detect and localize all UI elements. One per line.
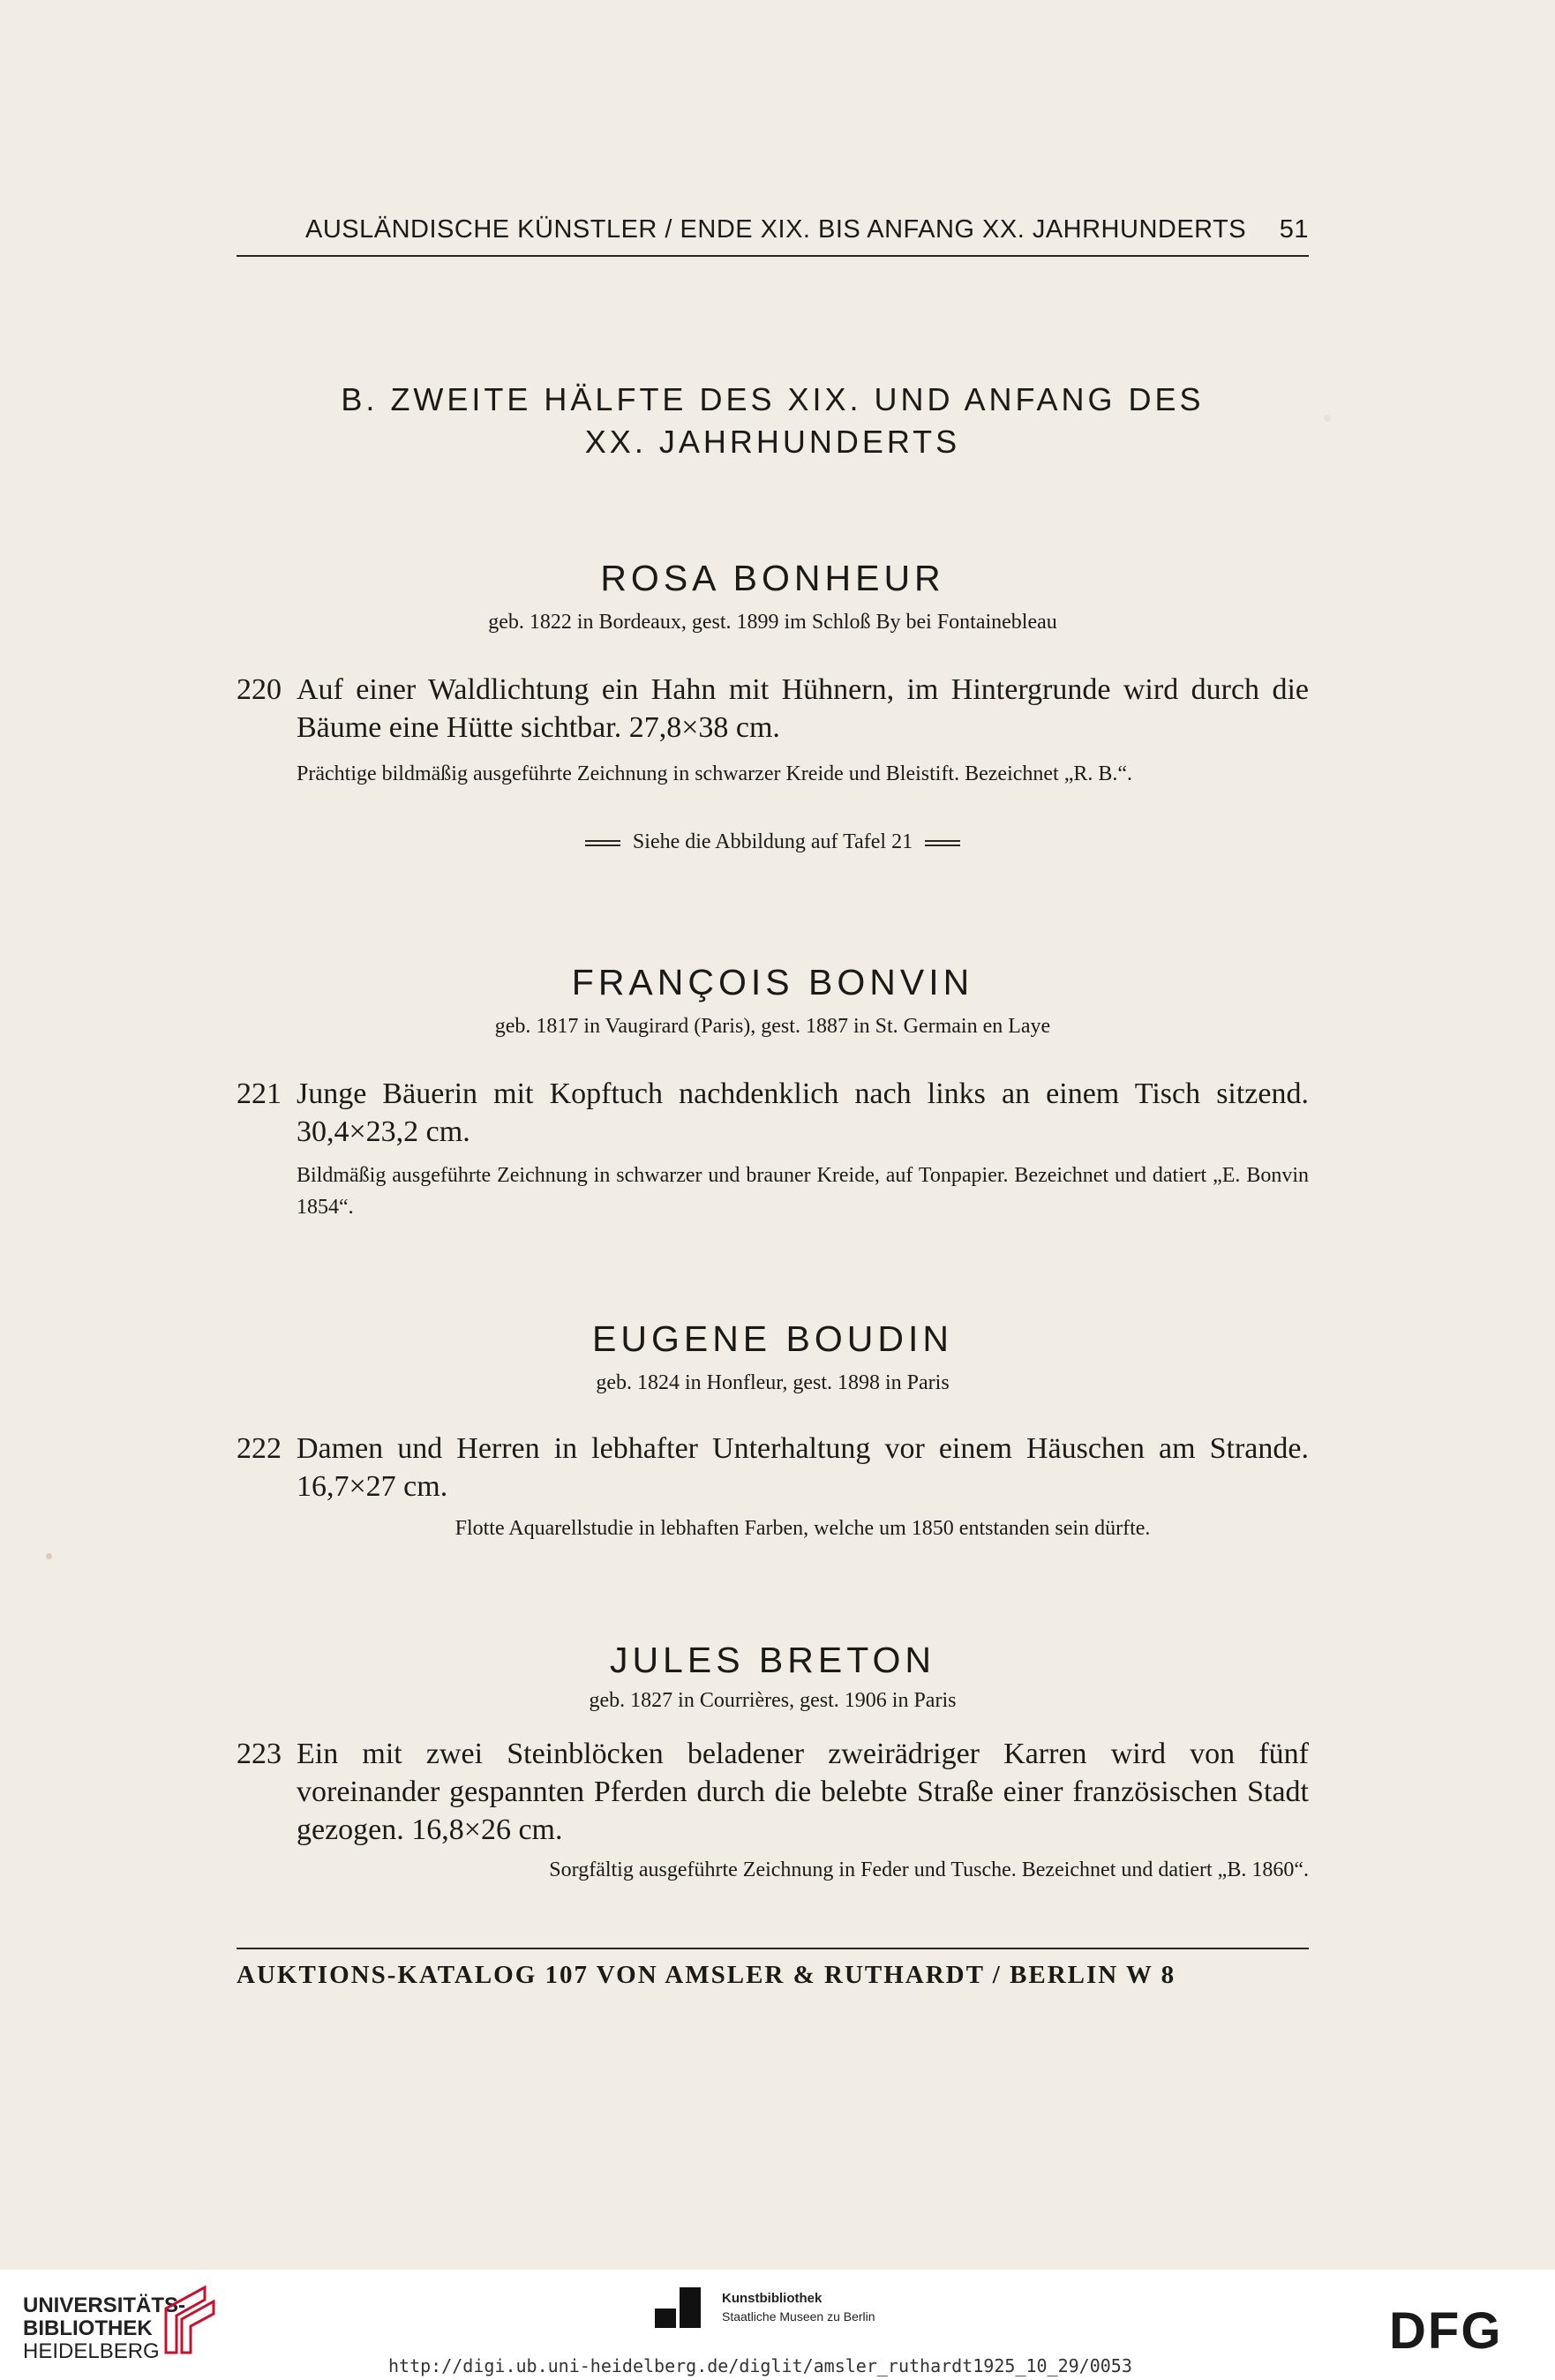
- section-heading-line1: B. ZWEITE HÄLFTE DES XIX. UND ANFANG DES: [341, 381, 1205, 417]
- lot-note: Sorgfältig ausgeführte Zeichnung in Feder und Tusche. Bezeichnet und datiert „B. 1860“.: [549, 1858, 1309, 1881]
- artist-life-dates: geb. 1824 in Honfleur, gest. 1898 in Paris: [596, 1371, 950, 1394]
- artist-life-dates: geb. 1827 in Courrières, gest. 1906 in Paris: [589, 1689, 957, 1712]
- double-rule-left: [585, 840, 620, 846]
- artist-name: FRANÇOIS BONVIN: [571, 962, 974, 1002]
- lot-description: Junge Bäuerin mit Kopftuch nachdenklich nach links an einem Tisch sitzend. 30,4×23,2 cm.: [297, 1077, 1309, 1148]
- lot-number: 220: [237, 673, 282, 706]
- lot-description: Auf einer Waldlichtung ein Hahn mit Hühnern, im Hintergrunde wird durch die Bäume eine Hütte sichtbar. 27,8×38 cm.: [297, 673, 1309, 744]
- footer-rule: [237, 1948, 1309, 1949]
- lot-note: Flotte Aquarellstudie in lebhaften Farben, welche um 1850 entstanden sein dürfte.: [454, 1517, 1151, 1540]
- running-header: [237, 215, 1309, 251]
- library-line: UNIVERSITÄTS-: [23, 2294, 186, 2317]
- artist-name: ROSA BONHEUR: [600, 558, 945, 598]
- plate-reference: [237, 830, 1309, 854]
- double-rule-right: [925, 840, 960, 846]
- header-rule: [237, 255, 1309, 257]
- lot-note: Bildmäßig ausgeführte Zeichnung in schwarzer und brauner Kreide, auf Tonpapier. Bezeichnet und datiert „E. Bonvin 1854“.: [297, 1164, 1309, 1219]
- library-logo-icon: [159, 2284, 221, 2354]
- library-line: HEIDELBERG: [23, 2339, 160, 2363]
- catalog-entry: [237, 1430, 1309, 1505]
- catalog-entry: [237, 671, 1309, 747]
- dfg-logo: DFG: [1389, 2302, 1503, 2360]
- kunstbibliothek-logo-icon: [655, 2287, 711, 2328]
- paper-stain: [46, 1553, 52, 1559]
- catalog-footer: AUKTIONS-KATALOG 107 VON AMSLER & RUTHARDT / BERLIN W 8: [237, 1961, 1176, 1989]
- running-title: AUSLÄNDISCHE KÜNSTLER / ENDE XIX. BIS ANFANG XX. JAHRHUNDERTS: [305, 215, 1247, 244]
- lot-description: Ein mit zwei Steinblöcken beladener zweirädriger Karren wird von fünf voreinander gespannten Pferden durch die belebte Straße einer französischen Stadt gezogen. 16,8×26 cm.: [297, 1738, 1309, 1846]
- catalog-entry: [237, 1735, 1309, 1849]
- artist-life-dates: geb. 1817 in Vaugirard (Paris), gest. 1887 in St. Germain en Laye: [494, 1015, 1051, 1038]
- lot-number: 223: [237, 1738, 282, 1770]
- lot-number: 221: [237, 1077, 282, 1110]
- plate-reference-text: Siehe die Abbildung auf Tafel 21: [632, 830, 913, 853]
- permalink-url[interactable]: http://digi.ub.uni-heidelberg.de/diglit/amsler_ruthardt1925_10_29/0053: [388, 2355, 1132, 2376]
- library-line: BIBLIOTHEK: [23, 2316, 153, 2340]
- kunstbibliothek-text: [722, 2289, 875, 2325]
- section-heading-line2: XX. JAHRHUNDERTS: [584, 424, 961, 460]
- lot-number: 222: [237, 1432, 282, 1465]
- lot-description: Damen und Herren in lebhafter Unterhaltung vor einem Häuschen am Strande. 16,7×27 cm.: [297, 1432, 1309, 1503]
- paper-stain: [1324, 415, 1331, 422]
- kunstbibliothek-subtitle: Staatliche Museen zu Berlin: [722, 2309, 875, 2324]
- artist-life-dates: geb. 1822 in Bordeaux, gest. 1899 im Schloß By bei Fontainebleau: [488, 611, 1057, 634]
- artist-name: EUGENE BOUDIN: [592, 1318, 953, 1359]
- kunstbibliothek-title: Kunstbibliothek: [722, 2291, 823, 2306]
- artist-name: JULES BRETON: [609, 1640, 936, 1680]
- lot-note: Prächtige bildmäßig ausgeführte Zeichnung in schwarzer Kreide und Bleistift. Bezeichnet „R. B.“.: [297, 762, 1133, 785]
- page-number: 51: [1279, 215, 1309, 244]
- catalog-entry: [237, 1075, 1309, 1151]
